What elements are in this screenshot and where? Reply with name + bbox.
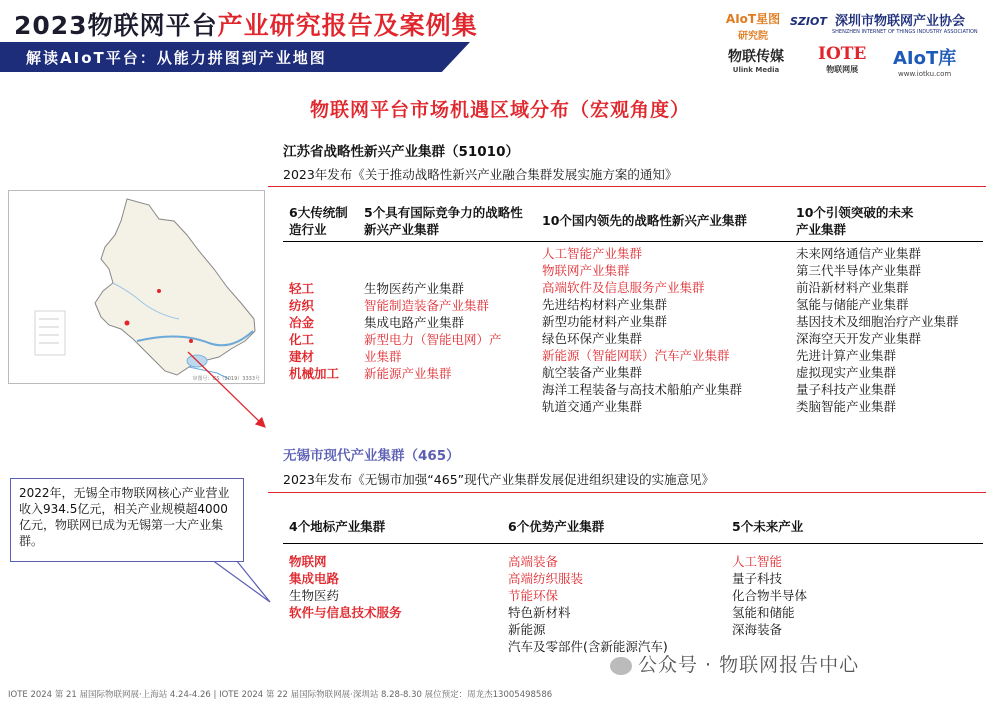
list-item: 先进结构材料产业集群 <box>542 297 668 312</box>
list-item: 氢能和储能 <box>732 605 795 620</box>
list-item: 集成电路产业集群 <box>364 315 465 330</box>
list-item: 第三代半导体产业集群 <box>796 263 922 278</box>
iote-logo-sub: 物联网展 <box>826 65 859 74</box>
list-item: 航空装备产业集群 <box>542 365 643 380</box>
wuxi-table-header-rule <box>283 543 983 544</box>
list-item: 冶金 <box>289 315 315 330</box>
wuxi-col-future-header: 5个未来产业 <box>732 519 804 534</box>
list-item: 生物医药产业集群 <box>364 281 465 296</box>
list-item: 化工 <box>289 332 315 347</box>
list-item: 新型电力（智能电网）产 <box>364 332 502 347</box>
list-item: 智能制造装备产业集群 <box>364 298 490 313</box>
list-item: 深海空天开发产业集群 <box>796 331 922 346</box>
footer-text: IOTE 2024 第 21 届国际物联网展·上海站 4.24-4.26 | IOTE 2024 第 22 届国际物联网展·深圳站 8.28-8.30 展位预定：周龙杰13005498586 <box>8 690 553 700</box>
wechat-watermark-text: 公众号 · 物联网报告中心 <box>638 654 860 676</box>
aiot-research-logo-name: AIoT星图 <box>725 12 781 26</box>
list-item: 化合物半导体 <box>732 588 808 603</box>
list-item: 业集群 <box>364 349 402 364</box>
jiangsu-traditional-list <box>289 280 339 382</box>
list-item: 物联网 <box>289 554 327 569</box>
list-item: 新能源产业集群 <box>364 366 452 381</box>
report-title-part1: 2023物联网平台 <box>14 11 218 40</box>
list-item: 虚拟现实产业集群 <box>796 365 897 380</box>
list-item: 建材 <box>289 349 315 364</box>
map-caption: 审图号：GS（2019）3333号 <box>192 376 260 382</box>
list-item: 基因技术及细胞治疗产业集群 <box>796 314 959 329</box>
list-item: 轻工 <box>289 281 315 296</box>
jiangsu-col-future-header: 10个引领突破的未来产业集群 <box>796 205 914 237</box>
jiangsu-future-list <box>796 245 959 415</box>
wuxi-callout: 2022年，无锡全市物联网核心产业营业收入934.5亿元，相关产业规模超4000亿元，物联网已成为无锡第一大产业集群。 <box>10 478 244 562</box>
list-item: 人工智能产业集群 <box>542 246 643 261</box>
list-item: 高端软件及信息服务产业集群 <box>542 280 705 295</box>
list-item: 纺织 <box>289 298 315 313</box>
list-item: 人工智能 <box>732 554 783 569</box>
aiotku-logo-url: www.iotku.com <box>898 70 952 78</box>
list-item: 汽车及零部件(含新能源汽车) <box>508 639 668 654</box>
list-item: 海洋工程装备与高技术船舶产业集群 <box>542 382 743 397</box>
list-item: 高端装备 <box>508 554 559 569</box>
banner-text: 解读AIoT平台：从能力拼图到产业地图 <box>26 49 327 67</box>
list-item: 未来网络通信产业集群 <box>796 246 922 261</box>
ulink-logo-en: Ulink Media <box>732 66 780 74</box>
sziot-logo-mark: SZIOT <box>790 15 827 28</box>
list-item: 深海装备 <box>732 622 783 637</box>
wechat-watermark <box>610 650 859 677</box>
jiangsu-domestic-list <box>542 245 742 415</box>
list-item: 机械加工 <box>289 366 340 381</box>
ulink-logo-name: 物联传媒 <box>728 49 784 65</box>
jiangsu-published: 2023年发布《关于推动战略性新兴产业融合集群发展实施方案的通知》 <box>283 167 678 182</box>
association-name: 深圳市物联网产业协会 <box>834 14 965 29</box>
wuxi-landmark-list <box>289 553 402 621</box>
wuxi-heading: 无锡市现代产业集群（465） <box>283 448 460 464</box>
wuxi-published: 2023年发布《无锡市加强“465”现代产业集群发展促进组织建设的实施意见》 <box>283 472 715 487</box>
jiangsu-international-list <box>364 280 502 382</box>
list-item: 生物医药 <box>289 588 340 603</box>
jiangsu-heading: 江苏省战略性新兴产业集群（51010） <box>283 144 519 160</box>
jiangsu-table-header-rule <box>283 241 983 242</box>
wuxi-divider <box>268 492 986 493</box>
list-item: 先进计算产业集群 <box>796 348 897 363</box>
list-item: 轨道交通产业集群 <box>542 399 643 414</box>
wuxi-col-landmark-header: 4个地标产业集群 <box>289 519 386 534</box>
list-item: 集成电路 <box>289 571 340 586</box>
list-item: 特色新材料 <box>508 605 571 620</box>
list-item: 新能源（智能网联）汽车产业集群 <box>542 348 730 363</box>
jiangsu-col-international-header: 5个具有国际竞争力的战略性新兴产业集群 <box>364 205 523 237</box>
jiangsu-col-traditional-header: 6大传统制造行业 <box>289 205 348 237</box>
wuxi-future-list <box>732 553 807 638</box>
list-item: 量子科技 <box>732 571 783 586</box>
list-item: 绿色环保产业集群 <box>542 331 643 346</box>
list-item: 软件与信息技术服务 <box>289 605 402 620</box>
aiot-research-logo-sub: 研究院 <box>738 31 768 42</box>
page-title: 物联网平台市场机遇区域分布（宏观角度） <box>309 99 690 121</box>
iote-logo-name: IOTE <box>818 44 867 64</box>
list-item: 物联网产业集群 <box>542 263 630 278</box>
aiotku-logo-name: AIoT库 <box>893 48 957 69</box>
list-item: 前沿新材料产业集群 <box>796 280 909 295</box>
list-item: 新型功能材料产业集群 <box>542 314 668 329</box>
list-item: 氢能与储能产业集群 <box>796 297 909 312</box>
list-item: 类脑智能产业集群 <box>796 399 897 414</box>
list-item: 高端纺织服装 <box>508 571 584 586</box>
wuxi-advantage-list <box>508 553 668 655</box>
wuxi-col-advantage-header: 6个优势产业集群 <box>508 519 605 534</box>
wechat-icon <box>610 657 632 675</box>
jiangsu-col-domestic-header: 10个国内领先的战略性新兴产业集群 <box>542 213 747 228</box>
list-item: 节能环保 <box>508 588 559 603</box>
association-name-en: SHENZHEN INTERNET OF THINGS INDUSTRY ASSOCIATION <box>832 29 978 35</box>
list-item: 量子科技产业集群 <box>796 382 897 397</box>
list-item: 新能源 <box>508 622 546 637</box>
report-title-part2: 产业研究报告及案例集 <box>217 11 478 40</box>
